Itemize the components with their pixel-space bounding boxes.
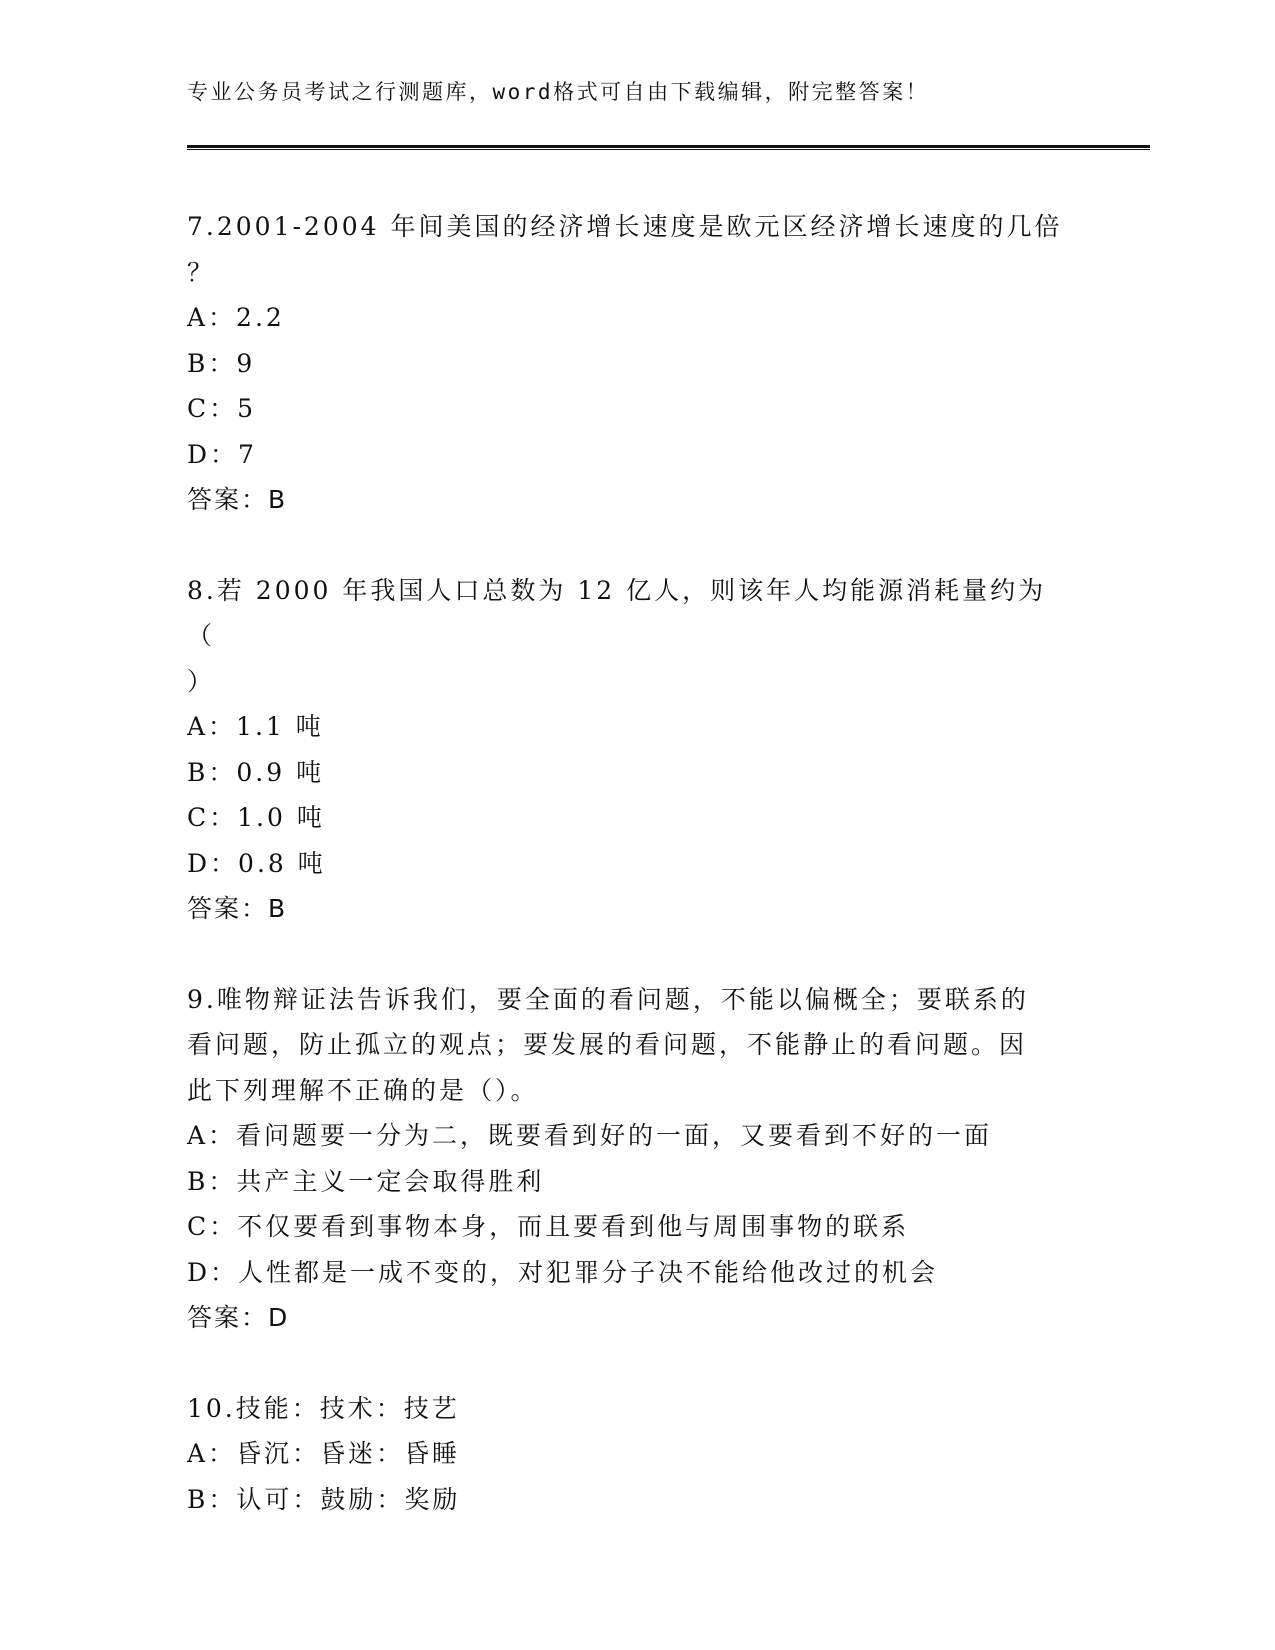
question-8 — [187, 568, 1067, 932]
question-stem-line: 9.唯物辩证法告诉我们，要全面的看问题，不能以偏概全；要联系的 — [187, 984, 1029, 1014]
question-stem-line: 看问题，防止孤立的观点；要发展的看问题，不能静止的看问题。因 — [187, 1030, 1028, 1059]
option-c: C：不仅要看到事物本身，而且要看到他与周围事物的联系 — [187, 1212, 910, 1241]
header-divider — [187, 145, 1150, 150]
question-stem-line: ） — [187, 666, 216, 696]
question-stem-line: 7.2001-2004 年间美国的经济增长速度是欧元区经济增长速度的几倍 — [187, 212, 1063, 241]
question-list — [187, 204, 1067, 1567]
question-stem-line: 此下列理解不正确的是（）。 — [187, 1075, 539, 1105]
option-d: D：7 — [187, 439, 257, 469]
option-a: A：2.2 — [187, 303, 285, 332]
option-d: D：人性都是一成不变的，对犯罪分子决不能给他改过的机会 — [187, 1257, 939, 1287]
answer-line: 答案：D — [187, 1303, 290, 1332]
question-10 — [187, 1386, 1067, 1523]
option-d: D：0.8 吨 — [187, 848, 326, 878]
option-c: C：5 — [187, 394, 257, 423]
option-a: A：昏沉：昏迷：昏睡 — [187, 1439, 461, 1468]
question-9 — [187, 977, 1067, 1341]
option-a: A：看问题要一分为二，既要看到好的一面，又要看到不好的一面 — [187, 1121, 993, 1150]
option-b: B：共产主义一定会取得胜利 — [187, 1166, 545, 1196]
answer-line: 答案：B — [187, 485, 288, 514]
option-b: B：9 — [187, 348, 256, 378]
page-header: 专业公务员考试之行测题库，word格式可自由下载编辑，附完整答案！ — [187, 80, 930, 104]
option-c: C：1.0 吨 — [187, 803, 325, 832]
question-7 — [187, 204, 1067, 523]
option-b: B：0.9 吨 — [187, 757, 325, 787]
option-a: A：1.1 吨 — [187, 712, 324, 741]
answer-line: 答案：B — [187, 894, 288, 923]
question-stem-line: 10.技能：技术：技艺 — [187, 1393, 460, 1423]
option-b: B：认可：鼓励：奖励 — [187, 1484, 461, 1514]
question-stem-line: ？ — [187, 257, 216, 287]
question-stem-line: 8.若 2000 年我国人口总数为 12 亿人，则该年人均能源消耗量约为（ — [187, 575, 1047, 650]
